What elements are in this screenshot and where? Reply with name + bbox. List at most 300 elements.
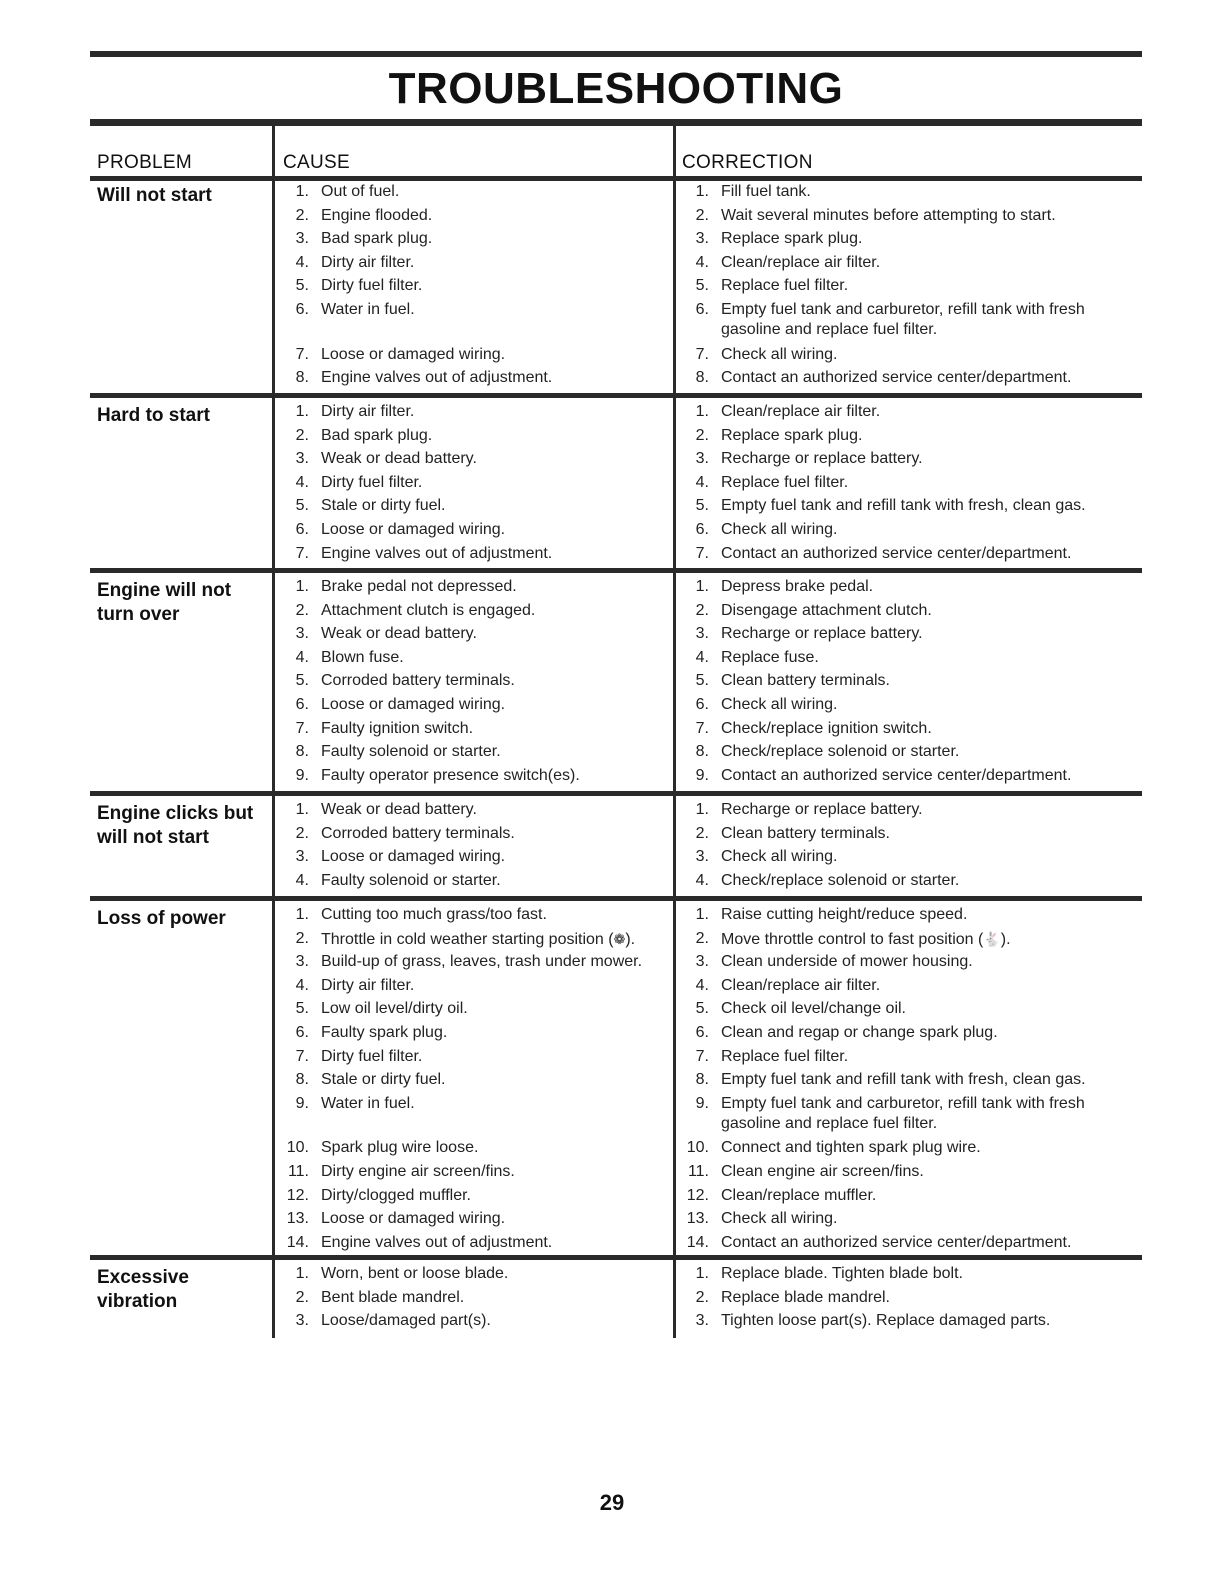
correction-item xyxy=(678,1023,1138,1043)
cause-item xyxy=(278,871,670,891)
item-text xyxy=(278,952,670,972)
item-text xyxy=(678,952,1138,972)
item-text xyxy=(678,345,1138,365)
item-text-main: Engine flooded. xyxy=(321,206,433,224)
item-text xyxy=(678,824,1138,844)
item-text-main: Recharge or replace battery. xyxy=(721,801,923,818)
item-text-suffix: ). xyxy=(1000,930,1011,948)
item-number: 3. xyxy=(695,953,709,971)
item-text xyxy=(278,229,670,249)
item-number: 2. xyxy=(695,426,709,444)
correction-item xyxy=(678,671,1138,691)
item-text xyxy=(678,742,1138,762)
item-text xyxy=(278,1094,670,1114)
item-text xyxy=(678,577,1138,597)
cause-item xyxy=(278,1264,670,1284)
item-number: 2. xyxy=(295,824,309,842)
item-text xyxy=(678,544,1138,564)
item-number: 7. xyxy=(295,1047,309,1065)
cause-item xyxy=(278,368,670,388)
correction-item xyxy=(678,449,1138,469)
correction-item xyxy=(678,577,1138,597)
item-text xyxy=(278,345,670,365)
correction-item xyxy=(678,695,1138,715)
item-number: 2. xyxy=(295,601,309,619)
section-divider xyxy=(90,1255,1142,1260)
choke-symbol-icon: ❁ xyxy=(613,930,626,947)
item-text xyxy=(678,1138,1138,1158)
item-number: 5. xyxy=(295,497,309,515)
correction-item xyxy=(678,402,1138,422)
item-text-main: Check all wiring. xyxy=(721,696,838,713)
cause-item xyxy=(278,300,670,320)
cause-item xyxy=(278,449,670,469)
item-text xyxy=(678,1023,1138,1043)
item-text xyxy=(278,601,670,621)
correction-item xyxy=(678,905,1138,925)
item-text-main: Corroded battery terminals. xyxy=(321,824,515,842)
item-text-main: Low oil level/dirty oil. xyxy=(321,1000,468,1018)
item-text-main: Replace blade. Tighten blade bolt. xyxy=(721,1265,963,1282)
item-number: 4. xyxy=(295,253,309,271)
item-text xyxy=(678,1311,1138,1331)
header-correction: CORRECTION xyxy=(682,152,813,173)
item-number: 2. xyxy=(295,1288,309,1306)
item-text xyxy=(678,719,1138,739)
section-divider xyxy=(90,791,1142,796)
item-text-main: Clean/replace muffler. xyxy=(721,1186,877,1204)
item-text xyxy=(678,624,1138,644)
correction-item xyxy=(678,300,1138,340)
cause-item xyxy=(278,182,670,202)
item-text-main: Tighten loose part(s). Replace damaged parts. xyxy=(721,1312,1051,1330)
correction-item xyxy=(678,1311,1138,1331)
item-text-main: Bent blade mandrel. xyxy=(321,1288,465,1306)
cause-item xyxy=(278,1209,670,1229)
item-text xyxy=(678,1288,1138,1308)
item-text xyxy=(678,976,1138,996)
item-text xyxy=(678,1070,1138,1090)
item-text-main: Contact an authorized service center/department. xyxy=(721,766,1072,784)
item-text xyxy=(278,402,670,422)
item-number: 6. xyxy=(295,301,309,318)
correction-item xyxy=(678,847,1138,867)
item-text-main: Contact an authorized service center/department. xyxy=(721,1233,1072,1251)
item-text xyxy=(678,253,1138,273)
item-text xyxy=(278,847,670,867)
item-text xyxy=(278,905,670,925)
item-text-main: Contact an authorized service center/department. xyxy=(721,544,1072,562)
item-number: 3. xyxy=(295,848,309,866)
correction-item xyxy=(678,1138,1138,1158)
item-number: 4. xyxy=(295,871,309,889)
item-number: 4. xyxy=(695,648,709,666)
item-text xyxy=(278,520,670,540)
item-text xyxy=(678,671,1138,691)
item-text-main: Bad spark plug. xyxy=(321,230,433,248)
item-text-main: Clean battery terminals. xyxy=(721,672,890,690)
item-text-main: Worn, bent or loose blade. xyxy=(321,1265,509,1282)
item-text xyxy=(278,496,670,516)
correction-item xyxy=(678,1094,1138,1134)
cause-item xyxy=(278,719,670,739)
item-text-main: Loose or damaged wiring. xyxy=(321,521,506,538)
item-text xyxy=(278,671,670,691)
item-number: 1. xyxy=(695,403,709,420)
item-text-main: Dirty air filter. xyxy=(321,253,415,271)
cause-item xyxy=(278,1233,670,1253)
item-text-main: Spark plug wire loose. xyxy=(321,1139,479,1157)
item-number: 7. xyxy=(695,1047,709,1065)
problem-label: Engine will not turn over xyxy=(97,580,232,625)
item-number: 5. xyxy=(695,277,709,295)
item-text xyxy=(278,742,670,762)
item-text-main: Faulty ignition switch. xyxy=(321,719,474,737)
item-text xyxy=(278,766,670,786)
item-number: 1. xyxy=(695,906,709,923)
item-number: 4. xyxy=(295,648,309,666)
item-text-main: Cutting too much grass/too fast. xyxy=(321,906,547,923)
rabbit-fast-icon: 🐇 xyxy=(983,930,1001,947)
item-text xyxy=(678,1047,1138,1067)
cause-item xyxy=(278,976,670,996)
cause-item xyxy=(278,426,670,446)
correction-column-divider xyxy=(673,126,676,1338)
cause-item xyxy=(278,905,670,925)
item-text xyxy=(678,276,1138,296)
correction-item xyxy=(678,999,1138,1019)
correction-item xyxy=(678,426,1138,446)
item-text-main: Check/replace solenoid or starter. xyxy=(721,871,960,889)
item-text-main: Faulty operator presence switch(es). xyxy=(321,766,580,784)
item-text-main: Dirty engine air screen/fins. xyxy=(321,1163,515,1180)
item-number: 4. xyxy=(695,253,709,271)
cause-item xyxy=(278,800,670,820)
cause-column-divider xyxy=(272,126,275,1338)
item-number: 4. xyxy=(695,473,709,491)
item-text xyxy=(678,206,1138,226)
cause-item xyxy=(278,847,670,867)
item-text xyxy=(278,1047,670,1067)
cause-item xyxy=(278,1138,670,1158)
item-text xyxy=(678,847,1138,867)
cause-item xyxy=(278,601,670,621)
item-text xyxy=(678,695,1138,715)
item-text xyxy=(278,1233,670,1253)
correction-item xyxy=(678,648,1138,668)
item-number: 3. xyxy=(295,230,309,248)
item-text-main: Faulty spark plug. xyxy=(321,1024,448,1041)
item-text xyxy=(278,577,670,597)
correction-item xyxy=(678,206,1138,226)
cause-item xyxy=(278,520,670,540)
item-text-main: Clean underside of mower housing. xyxy=(721,953,973,971)
item-number: 4. xyxy=(695,976,709,994)
correction-item xyxy=(678,276,1138,296)
item-text-main: Move throttle control to fast position ( xyxy=(721,930,984,948)
item-text-main: Contact an authorized service center/department. xyxy=(721,369,1072,387)
item-number: 8. xyxy=(295,743,309,761)
item-number: 8. xyxy=(695,1071,709,1089)
item-number: 3. xyxy=(695,848,709,866)
item-text-suffix: ). xyxy=(625,930,636,948)
problem-label: Hard to start xyxy=(97,405,210,426)
item-number: 2. xyxy=(295,929,309,947)
cause-item xyxy=(278,1023,670,1043)
item-number: 7. xyxy=(695,345,709,363)
item-text-main: Faulty solenoid or starter. xyxy=(321,871,501,889)
item-text xyxy=(278,449,670,469)
item-text-main: Check all wiring. xyxy=(721,848,838,866)
item-number: 1. xyxy=(295,578,309,595)
item-text xyxy=(678,1209,1138,1229)
item-text xyxy=(678,426,1138,446)
item-number: 2. xyxy=(695,824,709,842)
cause-item xyxy=(278,742,670,762)
item-text xyxy=(678,766,1138,786)
item-text-main: Fill fuel tank. xyxy=(721,183,811,200)
correction-item xyxy=(678,1070,1138,1090)
cause-item xyxy=(278,1311,670,1331)
item-text xyxy=(278,1138,670,1158)
item-text-main: Wait several minutes before attempting to start. xyxy=(721,206,1056,224)
item-text-main: Depress brake pedal. xyxy=(721,578,874,595)
item-number: 2. xyxy=(295,206,309,224)
cause-item xyxy=(278,999,670,1019)
item-text-main: Clean battery terminals. xyxy=(721,824,890,842)
item-number: 5. xyxy=(295,277,309,295)
item-number: 12. xyxy=(286,1186,309,1204)
item-number: 3. xyxy=(695,450,709,468)
cause-item xyxy=(278,1288,670,1308)
correction-item xyxy=(678,601,1138,621)
item-text xyxy=(278,253,670,273)
item-number: 2. xyxy=(695,1288,709,1306)
item-text xyxy=(678,402,1138,422)
item-text xyxy=(278,1288,670,1308)
item-text-main: Attachment clutch is engaged. xyxy=(321,601,536,619)
item-number: 2. xyxy=(695,601,709,619)
item-text xyxy=(278,929,670,950)
item-text-main: Loose or damaged wiring. xyxy=(321,1210,506,1228)
item-number: 11. xyxy=(287,1163,309,1180)
item-number: 6. xyxy=(695,521,709,538)
item-number: 7. xyxy=(295,345,309,363)
item-text-main: Loose or damaged wiring. xyxy=(321,345,506,363)
cause-item xyxy=(278,1162,670,1182)
item-text xyxy=(278,824,670,844)
cause-item xyxy=(278,1047,670,1067)
correction-item xyxy=(678,229,1138,249)
correction-item xyxy=(678,473,1138,493)
item-number: 1. xyxy=(695,801,709,818)
cause-item xyxy=(278,544,670,564)
top-rule xyxy=(90,51,1142,57)
item-text-main: Engine valves out of adjustment. xyxy=(321,1233,553,1251)
cause-item xyxy=(278,695,670,715)
item-number: 1. xyxy=(695,183,709,200)
cause-item xyxy=(278,671,670,691)
item-text xyxy=(678,449,1138,469)
item-number: 14. xyxy=(686,1233,709,1251)
correction-item xyxy=(678,1288,1138,1308)
item-number: 9. xyxy=(695,766,709,784)
item-text xyxy=(278,976,670,996)
item-text-main: Check oil level/change oil. xyxy=(721,1000,906,1018)
item-text xyxy=(278,473,670,493)
item-text xyxy=(278,276,670,296)
item-text-main: Clean and regap or change spark plug. xyxy=(721,1024,998,1041)
correction-item xyxy=(678,544,1138,564)
item-number: 9. xyxy=(295,766,309,784)
item-number: 3. xyxy=(695,1312,709,1330)
item-text-main: Loose or damaged wiring. xyxy=(321,696,506,713)
item-text-main: Engine valves out of adjustment. xyxy=(321,544,553,562)
item-text xyxy=(678,229,1138,249)
item-text-main: Dirty/clogged muffler. xyxy=(321,1186,471,1204)
item-text-main: Weak or dead battery. xyxy=(321,625,477,643)
item-text xyxy=(278,368,670,388)
item-text xyxy=(278,1209,670,1229)
item-number: 8. xyxy=(295,369,309,387)
item-text-main: Water in fuel. xyxy=(321,1094,415,1112)
item-text-main: Check all wiring. xyxy=(721,521,838,538)
item-text-main: Empty fuel tank and refill tank with fresh, clean gas. xyxy=(721,497,1086,515)
item-number: 2. xyxy=(695,206,709,224)
item-number: 12. xyxy=(686,1186,709,1204)
item-text-main: Engine valves out of adjustment. xyxy=(321,369,553,387)
item-text xyxy=(678,929,1138,950)
item-text-main: Empty fuel tank and carburetor, refill tank with fresh gasoline and replace fuel filter. xyxy=(721,1094,1085,1132)
item-text-main: Brake pedal not depressed. xyxy=(321,578,517,595)
item-text xyxy=(278,1186,670,1206)
cause-item xyxy=(278,345,670,365)
item-text-main: Recharge or replace battery. xyxy=(721,625,923,643)
correction-item xyxy=(678,253,1138,273)
item-text-main: Dirty fuel filter. xyxy=(321,1047,423,1065)
cause-item xyxy=(278,1070,670,1090)
item-text-main: Disengage attachment clutch. xyxy=(721,601,932,619)
item-number: 11. xyxy=(687,1163,709,1180)
problem-label: Excessive vibration xyxy=(97,1267,189,1312)
correction-item xyxy=(678,766,1138,786)
item-text-main: Clean/replace air filter. xyxy=(721,976,881,994)
cause-item xyxy=(278,952,670,972)
item-text xyxy=(278,426,670,446)
item-text xyxy=(278,206,670,226)
item-text-main: Corroded battery terminals. xyxy=(321,672,515,690)
item-text-main: Build-up of grass, leaves, trash under mower. xyxy=(321,953,643,971)
item-number: 5. xyxy=(695,672,709,690)
item-number: 6. xyxy=(295,696,309,713)
item-text xyxy=(678,1162,1138,1182)
section-divider xyxy=(90,568,1142,573)
item-number: 1. xyxy=(295,906,309,923)
item-text xyxy=(678,182,1138,202)
item-text-main: Replace fuse. xyxy=(721,648,819,666)
item-number: 2. xyxy=(695,929,709,947)
item-number: 14. xyxy=(286,1233,309,1251)
item-text-main: Connect and tighten spark plug wire. xyxy=(721,1139,981,1157)
problem-label: Loss of power xyxy=(97,908,226,929)
correction-item xyxy=(678,929,1138,950)
item-text-main: Water in fuel. xyxy=(321,301,415,318)
cause-item xyxy=(278,402,670,422)
correction-item xyxy=(678,952,1138,972)
item-text xyxy=(678,473,1138,493)
item-number: 8. xyxy=(695,369,709,387)
item-text xyxy=(278,300,670,320)
item-text xyxy=(278,544,670,564)
item-text xyxy=(278,1264,670,1284)
item-text xyxy=(278,1070,670,1090)
item-number: 1. xyxy=(695,1265,709,1282)
item-text-main: Empty fuel tank and refill tank with fresh, clean gas. xyxy=(721,1071,1086,1089)
item-number: 10. xyxy=(686,1139,709,1157)
item-number: 1. xyxy=(295,403,309,420)
correction-item xyxy=(678,182,1138,202)
cause-item xyxy=(278,1186,670,1206)
item-text xyxy=(678,496,1138,516)
item-text-main: Faulty solenoid or starter. xyxy=(321,743,501,761)
item-text-main: Clean engine air screen/fins. xyxy=(721,1163,924,1180)
item-text xyxy=(278,182,670,202)
item-text-main: Loose/damaged part(s). xyxy=(321,1312,491,1330)
correction-item xyxy=(678,1047,1138,1067)
item-text xyxy=(678,368,1138,388)
item-text xyxy=(678,999,1138,1019)
item-text-main: Raise cutting height/reduce speed. xyxy=(721,906,968,923)
correction-item xyxy=(678,345,1138,365)
page-number: 29 xyxy=(599,1490,625,1515)
item-text-main: Clean/replace air filter. xyxy=(721,253,881,271)
item-text-main: Dirty fuel filter. xyxy=(321,277,423,295)
item-number: 6. xyxy=(695,1024,709,1041)
item-number: 4. xyxy=(295,473,309,491)
item-text-main: Check/replace ignition switch. xyxy=(721,719,932,737)
header-problem: PROBLEM xyxy=(97,152,193,173)
item-number: 9. xyxy=(695,1094,709,1112)
item-text-main: Out of fuel. xyxy=(321,183,400,200)
item-text-main: Replace spark plug. xyxy=(721,426,863,444)
item-number: 8. xyxy=(695,743,709,761)
item-text-main: Stale or dirty fuel. xyxy=(321,497,446,515)
correction-item xyxy=(678,976,1138,996)
correction-item xyxy=(678,368,1138,388)
item-number: 7. xyxy=(695,719,709,737)
item-number: 5. xyxy=(295,1000,309,1018)
item-text-main: Weak or dead battery. xyxy=(321,801,477,818)
item-text xyxy=(278,648,670,668)
item-number: 1. xyxy=(295,801,309,818)
correction-item xyxy=(678,871,1138,891)
cause-item xyxy=(278,648,670,668)
item-number: 13. xyxy=(686,1210,709,1228)
cause-item xyxy=(278,766,670,786)
item-number: 6. xyxy=(695,696,709,713)
item-number: 1. xyxy=(295,1265,309,1282)
page-title: TROUBLESHOOTING xyxy=(388,64,844,113)
item-text xyxy=(678,1186,1138,1206)
item-text-main: Bad spark plug. xyxy=(321,426,433,444)
item-text xyxy=(278,800,670,820)
item-text xyxy=(278,1023,670,1043)
cause-item xyxy=(278,624,670,644)
item-text-main: Loose or damaged wiring. xyxy=(321,848,506,866)
cause-item xyxy=(278,929,670,950)
cause-item xyxy=(278,473,670,493)
correction-item xyxy=(678,496,1138,516)
